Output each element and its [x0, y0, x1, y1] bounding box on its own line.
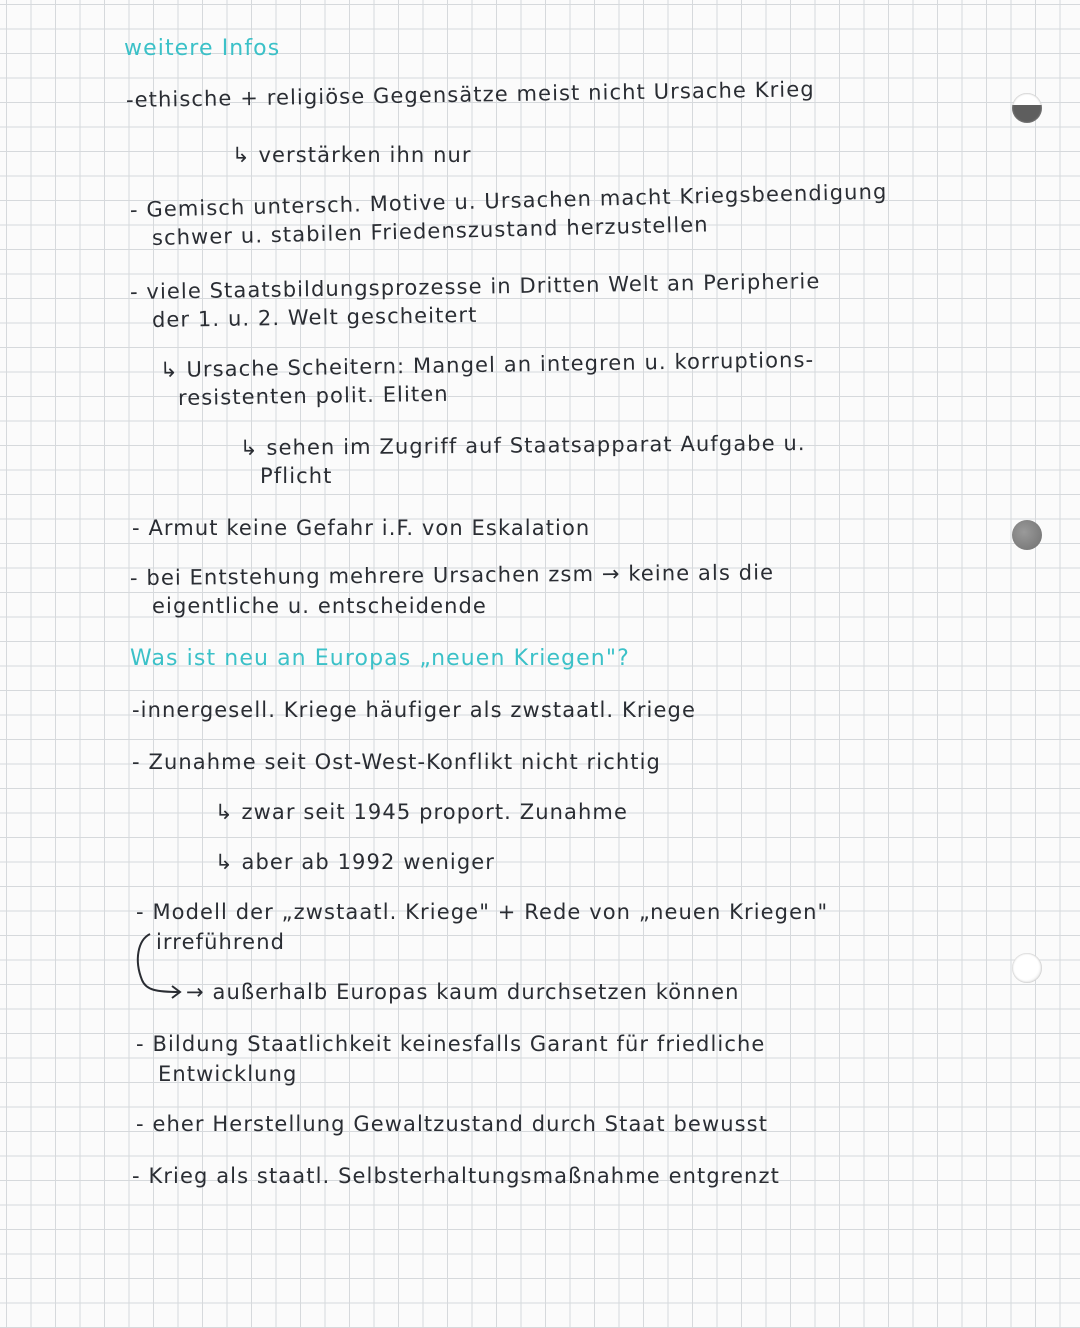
heading-weitere-infos: weitere Infos: [124, 36, 281, 61]
note-subline-continuation: resistenten polit. Eliten: [177, 381, 449, 410]
punch-hole: [1012, 93, 1042, 123]
note-line: -innergesell. Kriege häufiger als zwstaatl. Kriege: [132, 698, 696, 722]
note-line-continuation: der 1. u. 2. Welt gescheitert: [151, 302, 478, 332]
note-line: - Modell der „zwstaatl. Kriege" + Rede von „neuen Kriegen": [136, 900, 829, 924]
note-line: - bei Entstehung mehrere Ursachen zsm → keine als die: [129, 560, 775, 590]
note-line: - Krieg als staatl. Selbsterhaltungsmaßnahme entgrenzt: [132, 1164, 780, 1188]
punch-hole: [1012, 520, 1042, 550]
note-line: - Bildung Staatlichkeit keinesfalls Garant für friedliche: [136, 1032, 766, 1056]
note-line-continuation: Entwicklung: [158, 1062, 298, 1086]
note-subline: ↳ sehen im Zugriff auf Staatsapparat Aufgabe u.: [239, 431, 806, 460]
bracket-arrow-icon: [128, 930, 188, 1000]
note-line-continuation: eigentliche u. entscheidende: [152, 594, 487, 618]
note-line: - Gemisch untersch. Motive u. Ursachen macht Kriegsbeendigung: [129, 179, 888, 222]
note-subline: ↳ aber ab 1992 weniger: [215, 850, 496, 874]
note-line: - eher Herstellung Gewaltzustand durch Staat bewusst: [136, 1112, 769, 1136]
note-line: - Armut keine Gefahr i.F. von Eskalation: [132, 516, 591, 540]
note-line: - Zunahme seit Ost-West-Konflikt nicht richtig: [132, 750, 661, 774]
punch-hole: [1012, 953, 1042, 983]
note-subline: ↳ zwar seit 1945 proport. Zunahme: [215, 800, 628, 824]
note-line-continuation: schwer u. stabilen Friedenszustand herzustellen: [151, 212, 709, 250]
note-subline: ↳ Ursache Scheitern: Mangel an integren u. korruptions-: [159, 347, 815, 382]
note-subline-continuation: Pflicht: [260, 464, 333, 488]
heading-neue-kriege: Was ist neu an Europas „neuen Kriegen"?: [130, 646, 630, 671]
note-line-continuation: irreführend: [156, 930, 286, 954]
note-line: - viele Staatsbildungsprozesse in Dritten Welt an Peripherie: [129, 269, 821, 304]
note-subline: ↳ verstärken ihn nur: [232, 143, 472, 167]
note-line: -ethische + religiöse Gegensätze meist nicht Ursache Krieg: [125, 77, 815, 112]
note-subline: → außerhalb Europas kaum durchsetzen können: [186, 980, 740, 1004]
